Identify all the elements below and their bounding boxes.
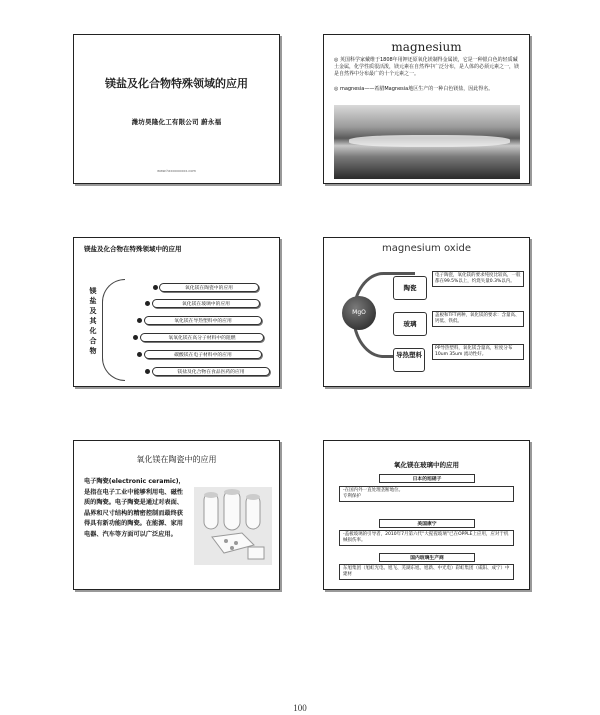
slide5-title: 氧化镁在陶瓷中的应用 [136,455,217,464]
mgo-circle: MgO [342,296,376,330]
slide-applications [73,237,280,387]
slide-magnesium [323,34,530,184]
category-box: 玻璃 [393,312,427,336]
category-desc: 盖板和TFT两种，氧化镁的要求：含量高、钙低、铁低。 [432,311,524,327]
slide2-paragraph-2: ◎ magnesia——希腊Magnesia地区生产的一种白色镁盐，因此得名。 [334,86,494,92]
landscape-photo [334,105,520,179]
slide3-title: 镁盐及化合物在特殊领域中的应用 [84,245,182,253]
section-text: -盖板玻璃的引导者，2010年7月第六代“大猩猩玻璃”已在OPPLE上应用，应对于机械损伤率。 [339,530,514,546]
slide1-title: 镁盐及化合物特殊领域的应用 [105,77,248,90]
section-header: 日本的旭硝子 [379,474,475,483]
ceramic-parts-photo [194,487,272,565]
slide-magnesium-oxide [323,237,530,387]
page-number: 100 [293,703,307,713]
vertical-label: 镁盐及其化合物 [89,287,97,355]
bracket-line [102,279,125,381]
slide-ceramics [73,440,280,590]
slide-glass [323,440,530,590]
slide1-author: 潍坊昊隆化工有限公司 蔚永福 [131,118,222,126]
slide2-title: magnesium [391,40,462,54]
slide1-footer: www.hxxxxxxxxx.com [157,169,196,173]
app-item: 氧氧化镁在高分子材料中的阻燃 [140,333,264,342]
app-item: 氧化镁在陶瓷中的应用 [159,283,259,292]
section-header: 国内玻璃生产商 [379,553,475,562]
bullet-dot [153,285,158,290]
bullet-dot [137,318,142,323]
slide4-title: magnesium oxide [382,243,471,254]
bullet-dot [145,369,150,374]
slide2-paragraph-1: ◎ 英国科学家戴维于1808年用钾还原氧化镁制得金属镁，它是一种银白色的轻质碱土金属，化学性质很活泼，镁元素在自然界中广泛分布，是人体的必须元素之一，镁是自然界中分布最广的十个元素之一。 [334,57,520,77]
category-desc: PP导热塑料，氧化镁含量高，粒度分布10um 35um 流动性好。 [432,344,524,360]
slide-title [73,34,280,184]
app-item: 镁盐及化合物在食品医药的应用 [152,367,270,376]
slide6-title: 氧化镁在玻璃中的应用 [394,461,459,469]
section-text: 东旭集团（旭虹光电、旭飞、芜湖东旭、旭新、中光电）彩虹集团（咸阳、成宁）中建材 [339,564,514,580]
app-item: 碳酸镁在电子材料中的应用 [144,350,262,359]
category-desc: 电子陶瓷，氧化镁的要求纯度比较高，一般都在99.5%以上，灼烧失量0.3%以内。 [432,271,524,287]
app-item: 氧化镁在玻璃中的应用 [152,299,260,308]
bullet-dot [145,301,150,306]
slide5-body: 电子陶瓷(electronic ceramic)，是指在电子工业中能够利用电、磁性质的陶瓷。电子陶瓷是通过对表面、晶界和尺寸结构的精密控制而最终获得具有新功能的陶瓷。在能源、家用电器、汽车等方面可以广泛应用。 [84,478,185,538]
app-item: 氧化镁在导热塑料中的应用 [144,316,262,325]
category-box: 导热塑料 [393,348,425,372]
section-header: 美国康宁 [379,519,475,528]
bullet-dot [137,352,142,357]
section-text: -在国内外一直处理垄断地位。 专利保护 [339,486,514,502]
category-box: 陶瓷 [393,276,427,300]
bullet-dot [133,335,138,340]
